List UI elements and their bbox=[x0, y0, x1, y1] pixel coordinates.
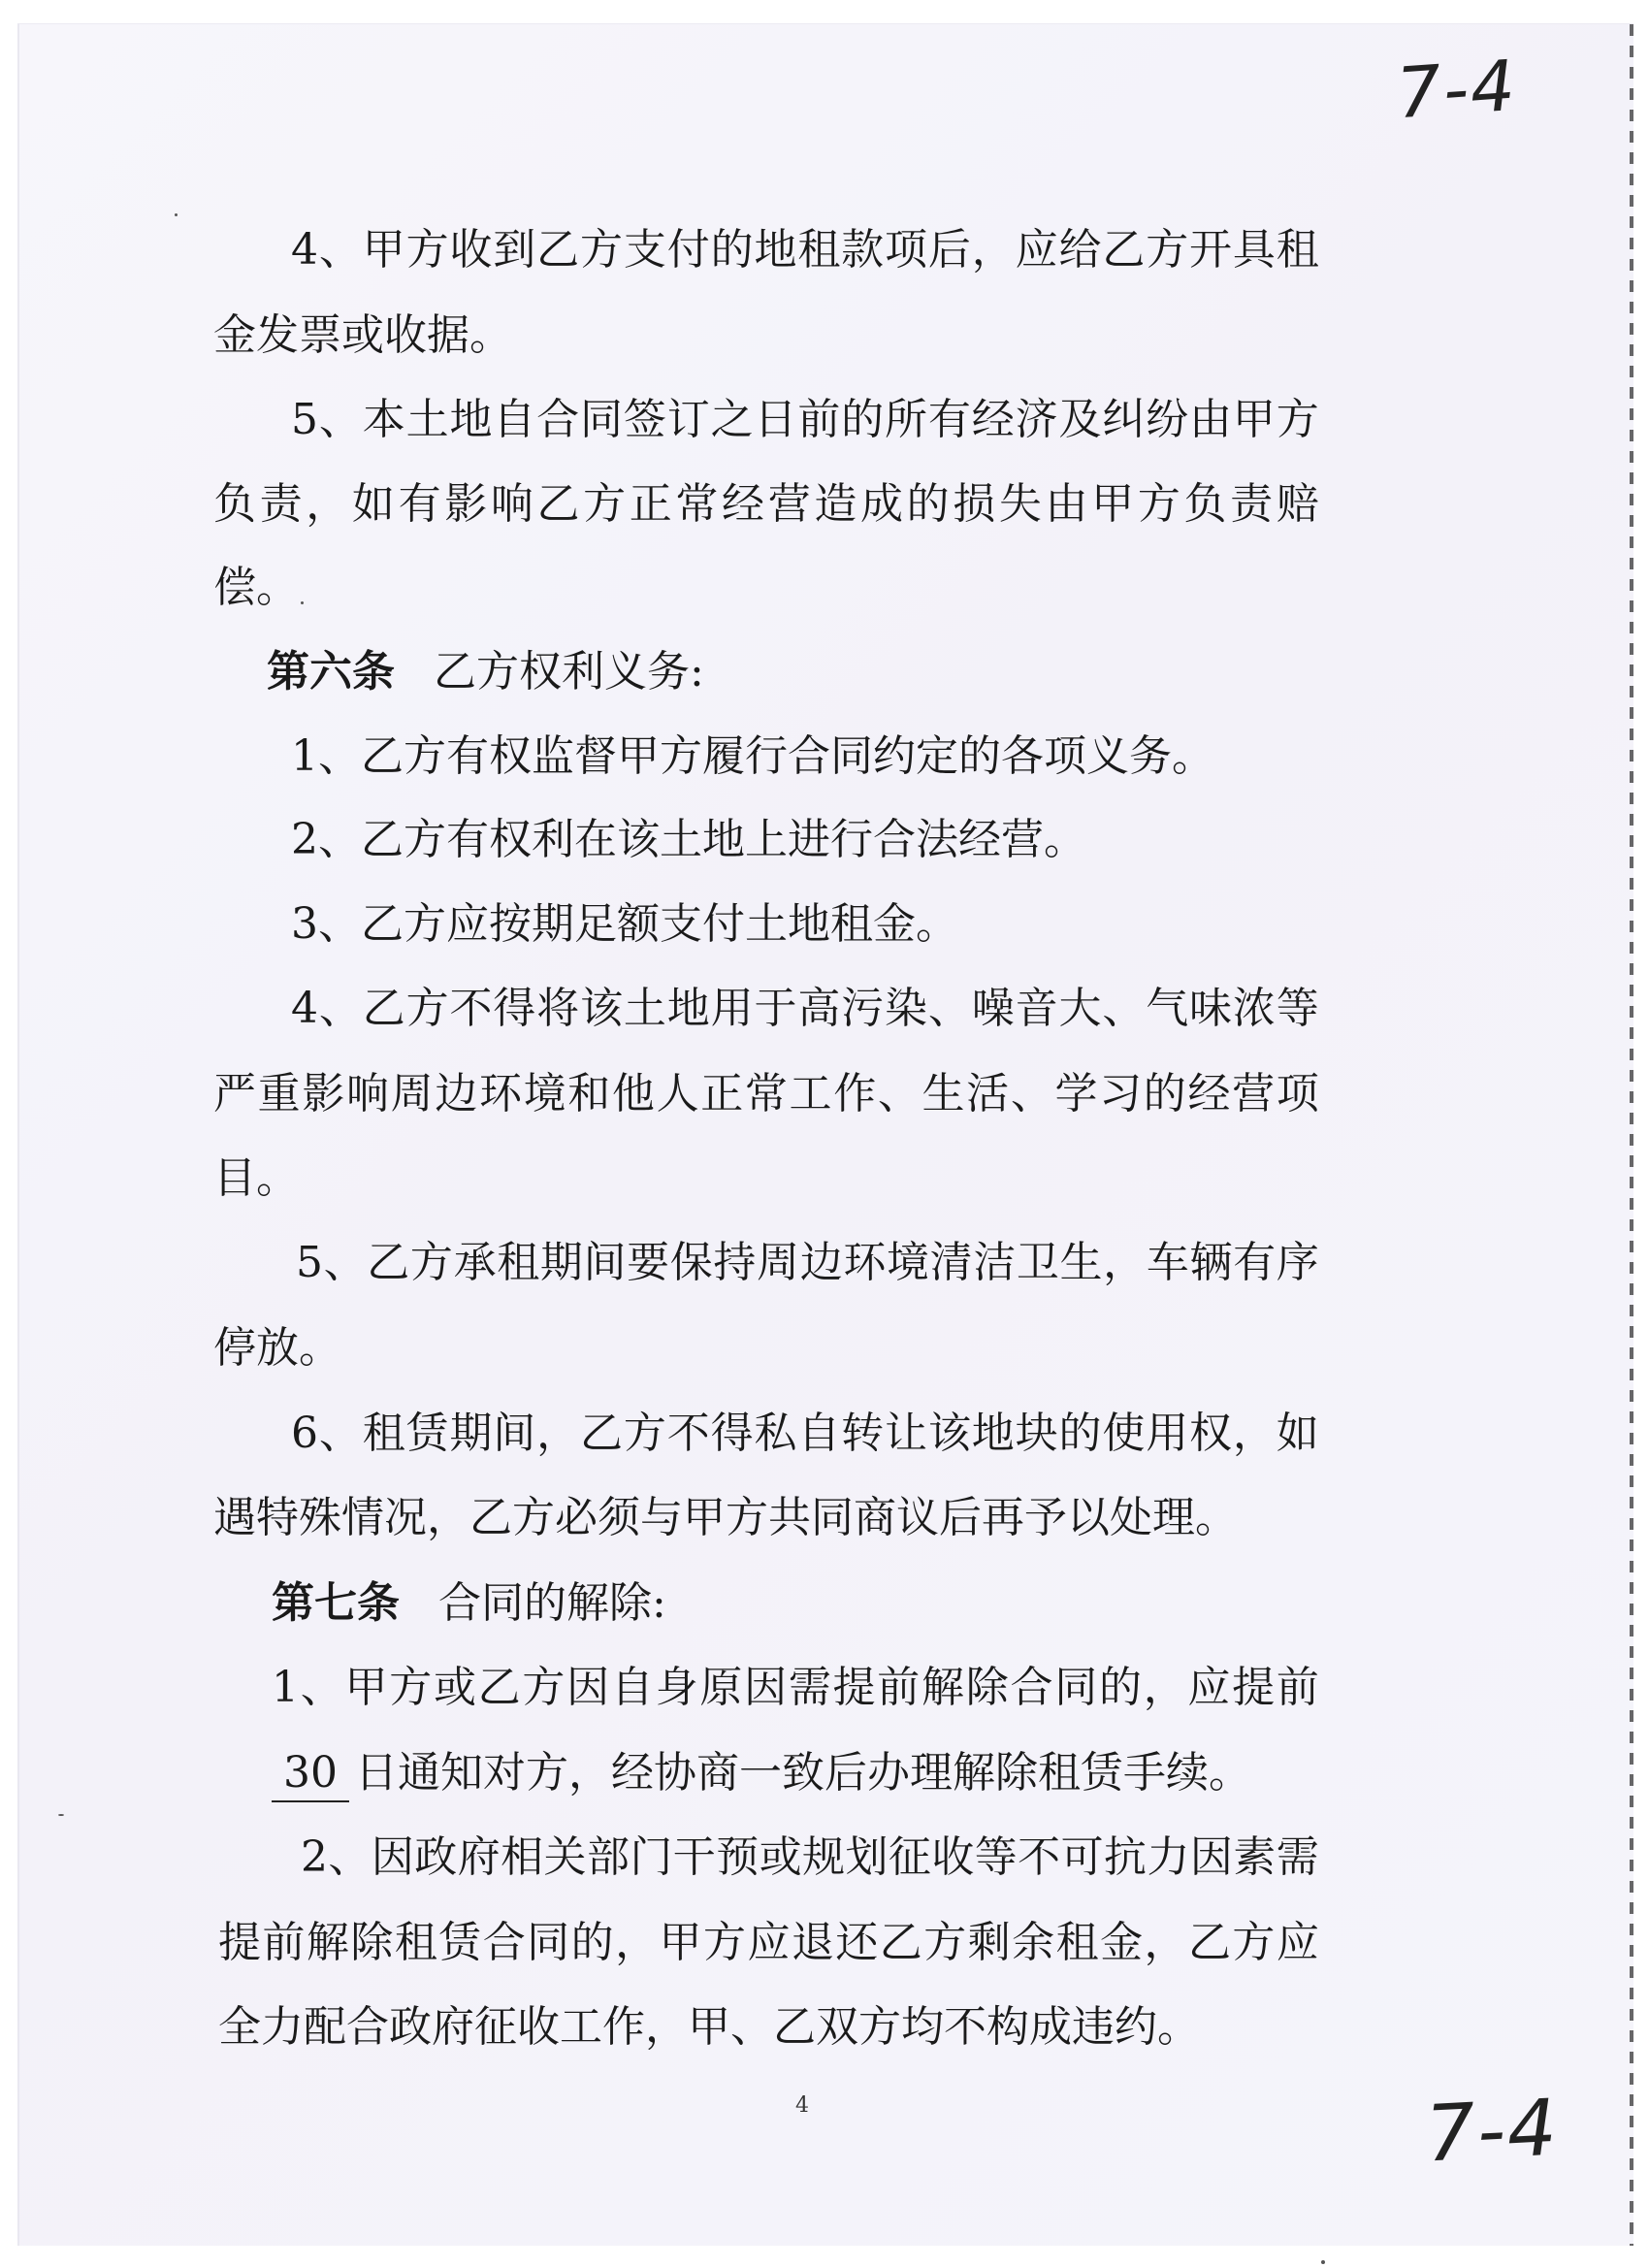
text-character: 具 bbox=[1232, 225, 1276, 275]
text-character: 地 bbox=[666, 984, 710, 1033]
text-character: 前 bbox=[797, 395, 841, 444]
text-character: 经 bbox=[722, 479, 765, 529]
scan-speck bbox=[58, 1814, 64, 1816]
text-character: 乙 bbox=[536, 479, 580, 529]
text-character: 不 bbox=[449, 984, 493, 1033]
clause-text-line bbox=[213, 477, 1319, 532]
text-character: 期 bbox=[539, 1238, 583, 1287]
text-character: 有 bbox=[927, 395, 971, 444]
text-character: 抗 bbox=[1104, 1832, 1148, 1882]
text-character: 租 bbox=[497, 1238, 540, 1287]
text-character: 除 bbox=[965, 1663, 1009, 1712]
text-character: 等 bbox=[974, 1832, 1018, 1882]
text-character: 气 bbox=[1146, 984, 1189, 1033]
text-character: 除 bbox=[350, 1918, 394, 1967]
text-character: 得 bbox=[493, 984, 536, 1033]
clause-text-line: 偿。 bbox=[213, 563, 299, 612]
text-character: 环 bbox=[843, 1238, 887, 1287]
text-character: 乙 bbox=[536, 225, 580, 275]
text-character: ， bbox=[1143, 1663, 1186, 1712]
text-character: 作 bbox=[833, 1069, 877, 1118]
text-character: 序 bbox=[1276, 1238, 1319, 1287]
text-character: 同 bbox=[580, 395, 624, 444]
text-character: 5 bbox=[296, 1238, 323, 1287]
text-character: ， bbox=[306, 479, 349, 529]
scan-edge-marks bbox=[1630, 24, 1633, 2246]
text-character: 提 bbox=[1232, 1663, 1276, 1712]
text-character: 6 bbox=[291, 1409, 318, 1458]
text-character: 有 bbox=[1233, 1238, 1277, 1287]
text-character: 需 bbox=[788, 1663, 831, 1712]
text-character: 的 bbox=[1143, 1069, 1186, 1118]
text-character: 常 bbox=[675, 479, 719, 529]
text-character: 乙 bbox=[477, 1663, 521, 1712]
text-character: 保 bbox=[669, 1238, 713, 1287]
text-character: 由 bbox=[1045, 479, 1088, 529]
text-character: 如 bbox=[1276, 1409, 1319, 1458]
clause-text-line: 目。 bbox=[213, 1153, 299, 1203]
text-character: 素 bbox=[1233, 1832, 1277, 1882]
text-character: 、 bbox=[318, 984, 362, 1033]
text-character: 转 bbox=[841, 1409, 885, 1458]
text-character: 或 bbox=[433, 1663, 476, 1712]
handwritten-page-mark-bottom: 7-4 bbox=[1423, 2082, 1562, 2180]
text-character: 金 bbox=[1100, 1918, 1144, 1967]
scan-speck bbox=[175, 213, 178, 216]
text-character: 边 bbox=[435, 1069, 478, 1118]
text-character: 因 bbox=[566, 1663, 610, 1712]
text-character: 方 bbox=[623, 1409, 666, 1458]
text-character: 味 bbox=[1189, 984, 1233, 1033]
text-character: 之 bbox=[710, 395, 754, 444]
text-character: 应 bbox=[1276, 1918, 1319, 1967]
text-character: 合 bbox=[482, 1918, 526, 1967]
text-character: 租 bbox=[797, 225, 841, 275]
text-character: 收 bbox=[931, 1832, 975, 1882]
text-character: 成 bbox=[859, 479, 903, 529]
clause-text-line bbox=[291, 223, 1319, 277]
article-7-heading bbox=[272, 1576, 666, 1631]
text-character: 乙 bbox=[1102, 225, 1146, 275]
text-character: 干 bbox=[672, 1832, 716, 1882]
text-character: 甲 bbox=[659, 1918, 702, 1967]
text-character: 常 bbox=[744, 1069, 788, 1118]
clause-text-line: 2、乙方有权利在该土地上进行合法经营。 bbox=[291, 815, 1086, 864]
text-character: 、 bbox=[318, 1409, 362, 1458]
text-character: 济 bbox=[1015, 395, 1058, 444]
clause-text-line: 遇特殊情况，乙方必须与甲方共同商议后再予以处理。 bbox=[213, 1493, 1238, 1542]
text-character: 力 bbox=[1147, 1832, 1190, 1882]
text-character: 合 bbox=[536, 395, 580, 444]
text-character: 境 bbox=[523, 1069, 566, 1118]
text-character: 解 bbox=[306, 1918, 349, 1967]
text-character: 等 bbox=[1276, 984, 1319, 1033]
text-character: 经 bbox=[1187, 1069, 1231, 1118]
text-character: 地 bbox=[971, 1409, 1015, 1458]
text-character: 车 bbox=[1146, 1238, 1189, 1287]
text-character: 块 bbox=[1015, 1409, 1058, 1458]
text-character: 生 bbox=[922, 1069, 965, 1118]
text-character: ， bbox=[615, 1918, 659, 1967]
text-character: 1 bbox=[272, 1663, 299, 1712]
text-character: 间 bbox=[583, 1238, 627, 1287]
text-character: 前 bbox=[262, 1918, 306, 1967]
text-character: 重 bbox=[257, 1069, 301, 1118]
text-character: 方 bbox=[405, 225, 449, 275]
text-character: 染 bbox=[885, 984, 928, 1033]
text-character: 方 bbox=[1276, 395, 1319, 444]
article-6-title: 乙方权利义务: bbox=[434, 647, 704, 697]
text-character: 负 bbox=[213, 479, 256, 529]
scan-speck bbox=[301, 601, 304, 604]
text-character: 方 bbox=[580, 225, 624, 275]
article-6-heading bbox=[267, 645, 704, 699]
text-character: 承 bbox=[453, 1238, 497, 1287]
text-character: 严 bbox=[213, 1069, 256, 1118]
text-character: 该 bbox=[580, 984, 624, 1033]
text-character: 营 bbox=[1232, 1069, 1276, 1118]
text-character: 需 bbox=[1276, 1832, 1319, 1882]
text-character: 响 bbox=[345, 1069, 389, 1118]
text-character: 得 bbox=[710, 1409, 754, 1458]
text-character: 责 bbox=[1230, 479, 1274, 529]
text-character: 租 bbox=[1055, 1918, 1099, 1967]
text-character: 租 bbox=[394, 1918, 437, 1967]
text-character: 方 bbox=[405, 984, 449, 1033]
text-character: 乙 bbox=[362, 984, 405, 1033]
notice-days-value: 30 bbox=[272, 1746, 349, 1802]
text-character: 乙 bbox=[1187, 1918, 1231, 1967]
text-character: 因 bbox=[371, 1832, 414, 1882]
text-character: ， bbox=[536, 1409, 580, 1458]
text-character: 甲 bbox=[362, 225, 405, 275]
text-character: 方 bbox=[702, 1918, 746, 1967]
page-number: 4 bbox=[795, 2093, 809, 2118]
text-character: 造 bbox=[814, 479, 857, 529]
text-character: 于 bbox=[754, 984, 797, 1033]
text-character: 间 bbox=[493, 1409, 536, 1458]
text-character: 乙 bbox=[367, 1238, 410, 1287]
clause-text-line bbox=[291, 393, 1319, 447]
text-character: 、 bbox=[927, 984, 971, 1033]
text-character: 将 bbox=[536, 984, 580, 1033]
text-character: ， bbox=[971, 225, 1015, 275]
text-character: 乙 bbox=[580, 1409, 624, 1458]
text-character: 项 bbox=[885, 225, 928, 275]
text-character: 正 bbox=[700, 1069, 744, 1118]
text-character: 划 bbox=[845, 1832, 889, 1882]
text-character: 正 bbox=[629, 479, 672, 529]
text-character: 到 bbox=[493, 225, 536, 275]
text-character: 甲 bbox=[1091, 479, 1135, 529]
text-character: 不 bbox=[666, 1409, 710, 1458]
text-character: 支 bbox=[623, 225, 666, 275]
clause-text-line: 3、乙方应按期足额支付土地租金。 bbox=[291, 899, 958, 949]
text-character: 应 bbox=[747, 1918, 791, 1967]
text-character: 付 bbox=[666, 225, 710, 275]
text-character: 境 bbox=[886, 1238, 929, 1287]
text-character: 、 bbox=[318, 225, 362, 275]
clause-text-line bbox=[272, 1661, 1319, 1715]
text-character: 有 bbox=[398, 479, 441, 529]
text-character: 土 bbox=[405, 395, 449, 444]
text-character: 原 bbox=[699, 1663, 743, 1712]
text-character: 租 bbox=[1276, 225, 1319, 275]
text-character: 辆 bbox=[1189, 1238, 1233, 1287]
scan-speck bbox=[1321, 2260, 1325, 2264]
text-character: 及 bbox=[1058, 395, 1102, 444]
text-character: 甲 bbox=[344, 1663, 388, 1712]
text-character: 乙 bbox=[879, 1918, 922, 1967]
text-character: 方 bbox=[1137, 479, 1180, 529]
clause-text-line bbox=[301, 1831, 1319, 1885]
text-character: 日 bbox=[754, 395, 797, 444]
article-7-number: 第七条 bbox=[272, 1578, 400, 1628]
text-character: 4 bbox=[291, 984, 318, 1033]
text-character: 政 bbox=[414, 1832, 458, 1882]
clause-text-line: 停放。 bbox=[213, 1323, 341, 1373]
text-character: 征 bbox=[888, 1832, 931, 1882]
text-character: 负 bbox=[1183, 479, 1227, 529]
clause-text-line bbox=[218, 1916, 1319, 1970]
notice-period-line bbox=[272, 1746, 1251, 1802]
text-character: 解 bbox=[922, 1663, 965, 1712]
text-character: 前 bbox=[1276, 1663, 1319, 1712]
clause-text-line: 全力配合政府征收工作，甲、乙双方均不构成违约。 bbox=[218, 2002, 1200, 2052]
text-character: 该 bbox=[927, 1409, 971, 1458]
text-character: 关 bbox=[543, 1832, 587, 1882]
text-character: 方 bbox=[1146, 225, 1189, 275]
text-character: 的 bbox=[710, 225, 754, 275]
text-character: 由 bbox=[1189, 395, 1233, 444]
text-character: 门 bbox=[630, 1832, 673, 1882]
text-character: 纷 bbox=[1146, 395, 1189, 444]
text-character: 要 bbox=[627, 1238, 670, 1287]
text-character: 、 bbox=[300, 1663, 343, 1712]
text-character: 人 bbox=[656, 1069, 699, 1118]
text-character: 边 bbox=[799, 1238, 843, 1287]
text-character: 高 bbox=[797, 984, 841, 1033]
text-character: 甲 bbox=[1232, 395, 1276, 444]
text-character: 方 bbox=[409, 1238, 453, 1287]
text-character: 、 bbox=[328, 1832, 372, 1882]
text-character: 相 bbox=[501, 1832, 544, 1882]
text-character: 大 bbox=[1058, 984, 1102, 1033]
text-character: 失 bbox=[998, 479, 1042, 529]
text-character: 污 bbox=[841, 984, 885, 1033]
text-character: 用 bbox=[1146, 1409, 1189, 1458]
clause-text-line bbox=[291, 982, 1319, 1036]
text-character: 方 bbox=[389, 1663, 433, 1712]
text-character: 前 bbox=[877, 1663, 921, 1712]
text-character: 方 bbox=[583, 479, 627, 529]
text-character: 噪 bbox=[971, 984, 1015, 1033]
article-7-title: 合同的解除: bbox=[438, 1578, 666, 1628]
text-character: 或 bbox=[759, 1832, 802, 1882]
text-character: 同 bbox=[1054, 1663, 1098, 1712]
text-character: 项 bbox=[1276, 1069, 1319, 1118]
text-character: 府 bbox=[457, 1832, 501, 1882]
text-character: 收 bbox=[449, 225, 493, 275]
text-character: 使 bbox=[1102, 1409, 1146, 1458]
text-character: 提 bbox=[218, 1918, 261, 1967]
clause-text-line bbox=[213, 1067, 1319, 1121]
text-character: 活 bbox=[966, 1069, 1010, 1118]
text-character: 、 bbox=[318, 395, 362, 444]
text-character: 提 bbox=[832, 1663, 876, 1712]
text-character: 应 bbox=[1187, 1663, 1231, 1712]
text-character: 不 bbox=[1018, 1832, 1061, 1882]
text-character: 可 bbox=[1060, 1832, 1104, 1882]
text-character: ， bbox=[1103, 1238, 1147, 1287]
text-character: 的 bbox=[1098, 1663, 1142, 1712]
text-character: 签 bbox=[623, 395, 666, 444]
text-character: 他 bbox=[611, 1069, 655, 1118]
text-character: 学 bbox=[1054, 1069, 1098, 1118]
text-character: 规 bbox=[802, 1832, 846, 1882]
text-character: 同 bbox=[527, 1918, 570, 1967]
text-character: 习 bbox=[1099, 1069, 1143, 1118]
text-character: 2 bbox=[301, 1832, 328, 1882]
text-character: 地 bbox=[754, 225, 797, 275]
clause-text-line bbox=[296, 1236, 1319, 1290]
text-character: 、 bbox=[1010, 1069, 1053, 1118]
text-character: 的 bbox=[906, 479, 950, 529]
text-character: 经 bbox=[971, 395, 1015, 444]
text-character: 租 bbox=[362, 1409, 405, 1458]
text-character: 地 bbox=[449, 395, 493, 444]
text-character: 4 bbox=[291, 225, 318, 275]
text-character: 、 bbox=[1102, 984, 1146, 1033]
text-character: 土 bbox=[623, 984, 666, 1033]
text-character: 生 bbox=[1059, 1238, 1103, 1287]
text-character: 剩 bbox=[967, 1918, 1011, 1967]
text-character: 自 bbox=[493, 395, 536, 444]
text-character: 纠 bbox=[1102, 395, 1146, 444]
text-character: 的 bbox=[841, 395, 885, 444]
text-character: 自 bbox=[610, 1663, 654, 1712]
text-character: 还 bbox=[835, 1918, 879, 1967]
text-character: 用 bbox=[710, 984, 754, 1033]
text-character: 权 bbox=[1189, 1409, 1233, 1458]
text-character: 响 bbox=[490, 479, 534, 529]
text-character: 应 bbox=[1015, 225, 1058, 275]
text-character: 方 bbox=[923, 1918, 967, 1967]
text-character: 环 bbox=[478, 1069, 522, 1118]
text-character: 方 bbox=[522, 1663, 566, 1712]
text-character: 的 bbox=[1058, 1409, 1102, 1458]
text-character: 身 bbox=[655, 1663, 698, 1712]
clause-text-line: 金发票或收据。 bbox=[213, 310, 512, 360]
text-character: 5 bbox=[291, 395, 318, 444]
text-character: 损 bbox=[953, 479, 996, 529]
text-character: 期 bbox=[449, 1409, 493, 1458]
text-character: 预 bbox=[716, 1832, 760, 1882]
text-character: 款 bbox=[841, 225, 885, 275]
text-character: 赁 bbox=[405, 1409, 449, 1458]
notice-text: 日通知对方，经协商一致后办理解除租赁手续。 bbox=[355, 1748, 1251, 1798]
text-character: 的 bbox=[570, 1918, 614, 1967]
text-character: 、 bbox=[877, 1069, 921, 1118]
text-character: 让 bbox=[885, 1409, 928, 1458]
article-6-number: 第六条 bbox=[267, 647, 395, 697]
text-character: 退 bbox=[791, 1918, 834, 1967]
text-character: 开 bbox=[1189, 225, 1233, 275]
text-character: 音 bbox=[1015, 984, 1058, 1033]
text-character: 影 bbox=[444, 479, 488, 529]
text-character: 影 bbox=[302, 1069, 345, 1118]
text-character: 因 bbox=[1189, 1832, 1233, 1882]
text-character: 赔 bbox=[1276, 479, 1319, 529]
text-character: 营 bbox=[767, 479, 811, 529]
clause-text-line: 1、乙方有权监督甲方履行合同约定的各项义务。 bbox=[291, 731, 1214, 781]
text-character: 赁 bbox=[438, 1918, 482, 1967]
text-character: 自 bbox=[797, 1409, 841, 1458]
clause-text-line bbox=[291, 1407, 1319, 1461]
text-character: 所 bbox=[885, 395, 928, 444]
text-character: 责 bbox=[259, 479, 303, 529]
text-character: 余 bbox=[1012, 1918, 1055, 1967]
text-character: 卫 bbox=[1016, 1238, 1059, 1287]
text-character: 合 bbox=[1010, 1663, 1053, 1712]
text-character: 清 bbox=[929, 1238, 973, 1287]
text-character: 周 bbox=[757, 1238, 800, 1287]
text-character: ， bbox=[1144, 1918, 1187, 1967]
text-character: 因 bbox=[744, 1663, 788, 1712]
text-character: 部 bbox=[586, 1832, 630, 1882]
text-character: 订 bbox=[666, 395, 710, 444]
text-character: 洁 bbox=[973, 1238, 1017, 1287]
text-character: ， bbox=[1232, 1409, 1276, 1458]
text-character: 工 bbox=[789, 1069, 832, 1118]
text-character: 持 bbox=[713, 1238, 757, 1287]
text-character: 周 bbox=[390, 1069, 434, 1118]
text-character: 如 bbox=[351, 479, 395, 529]
text-character: 方 bbox=[1232, 1918, 1276, 1967]
text-character: 私 bbox=[754, 1409, 797, 1458]
handwritten-page-mark-top: 7-4 bbox=[1394, 44, 1520, 135]
text-character: 后 bbox=[927, 225, 971, 275]
text-character: 和 bbox=[567, 1069, 611, 1118]
text-character: 本 bbox=[362, 395, 405, 444]
text-character: 、 bbox=[323, 1238, 367, 1287]
text-character: 给 bbox=[1058, 225, 1102, 275]
text-character: 浓 bbox=[1232, 984, 1276, 1033]
